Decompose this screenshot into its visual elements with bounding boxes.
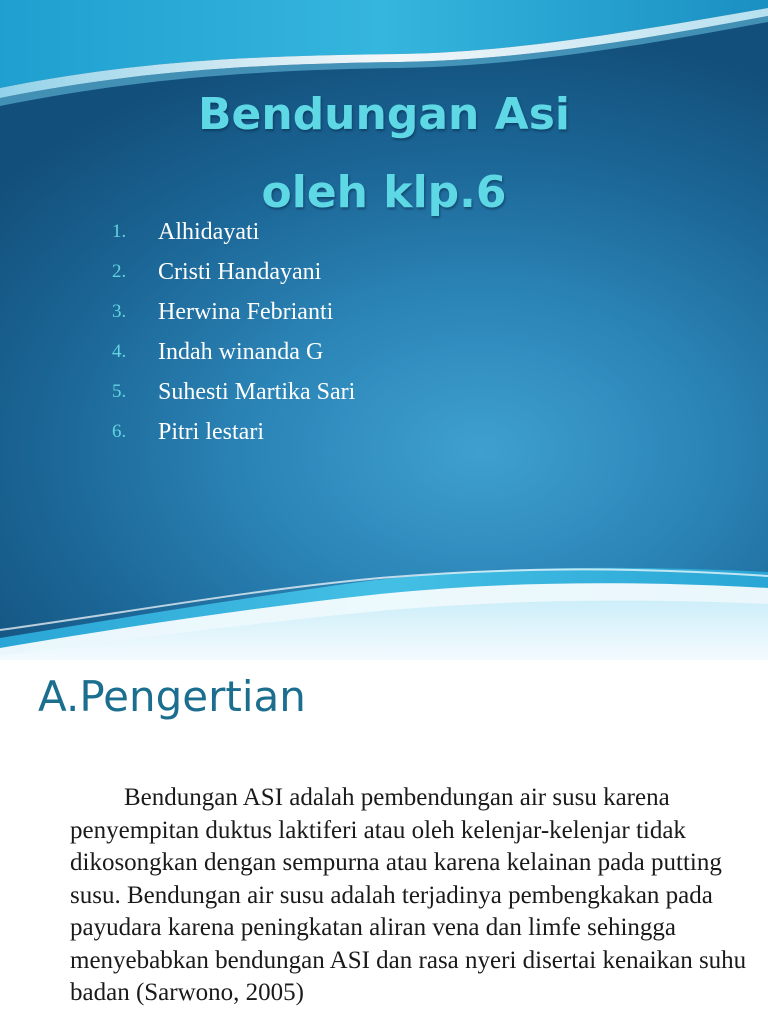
list-item <box>112 292 355 332</box>
title-line-2: oleh klp.6 <box>261 167 507 218</box>
list-number: 2. <box>112 261 127 282</box>
list-item <box>112 212 355 252</box>
title-line-1: Bendungan Asi <box>197 89 570 140</box>
list-item <box>112 332 355 372</box>
member-name: Suhesti Martika Sari <box>158 378 356 405</box>
list-number: 6. <box>112 421 127 442</box>
list-number: 3. <box>112 301 127 322</box>
list-number: 4. <box>112 341 127 362</box>
list-item <box>112 252 355 292</box>
list-item <box>112 372 355 412</box>
member-name: Indah winanda G <box>158 338 324 365</box>
section-heading: A.Pengertian <box>38 672 306 721</box>
slide-title <box>0 76 768 232</box>
list-number: 1. <box>112 221 127 242</box>
member-name: Pitri lestari <box>158 418 264 445</box>
definition-paragraph: Bendungan ASI adalah pembendungan air susu karena penyempitan duktus laktiferi atau oleh kelenjar-kelenjar tidak dikosongkan dengan sempurna atau karena kelainan pada putting susu. Bendungan air susu adalah terjadinya pembengkakan pada payudara karena peningkatan aliran vena dan limfe sehingga menyebabkan bendungan ASI dan rasa nyeri disertai kenaikan suhu badan (Sarwono, 2005) <box>70 784 747 1006</box>
bottom-wave-decoration <box>0 560 768 660</box>
member-list <box>112 212 355 452</box>
member-name: Cristi Handayani <box>158 258 322 285</box>
list-item <box>112 412 355 452</box>
member-name: Herwina Febrianti <box>158 298 334 325</box>
member-name: Alhidayati <box>158 218 260 245</box>
definition-slide <box>0 660 768 1024</box>
list-number: 5. <box>112 381 127 402</box>
